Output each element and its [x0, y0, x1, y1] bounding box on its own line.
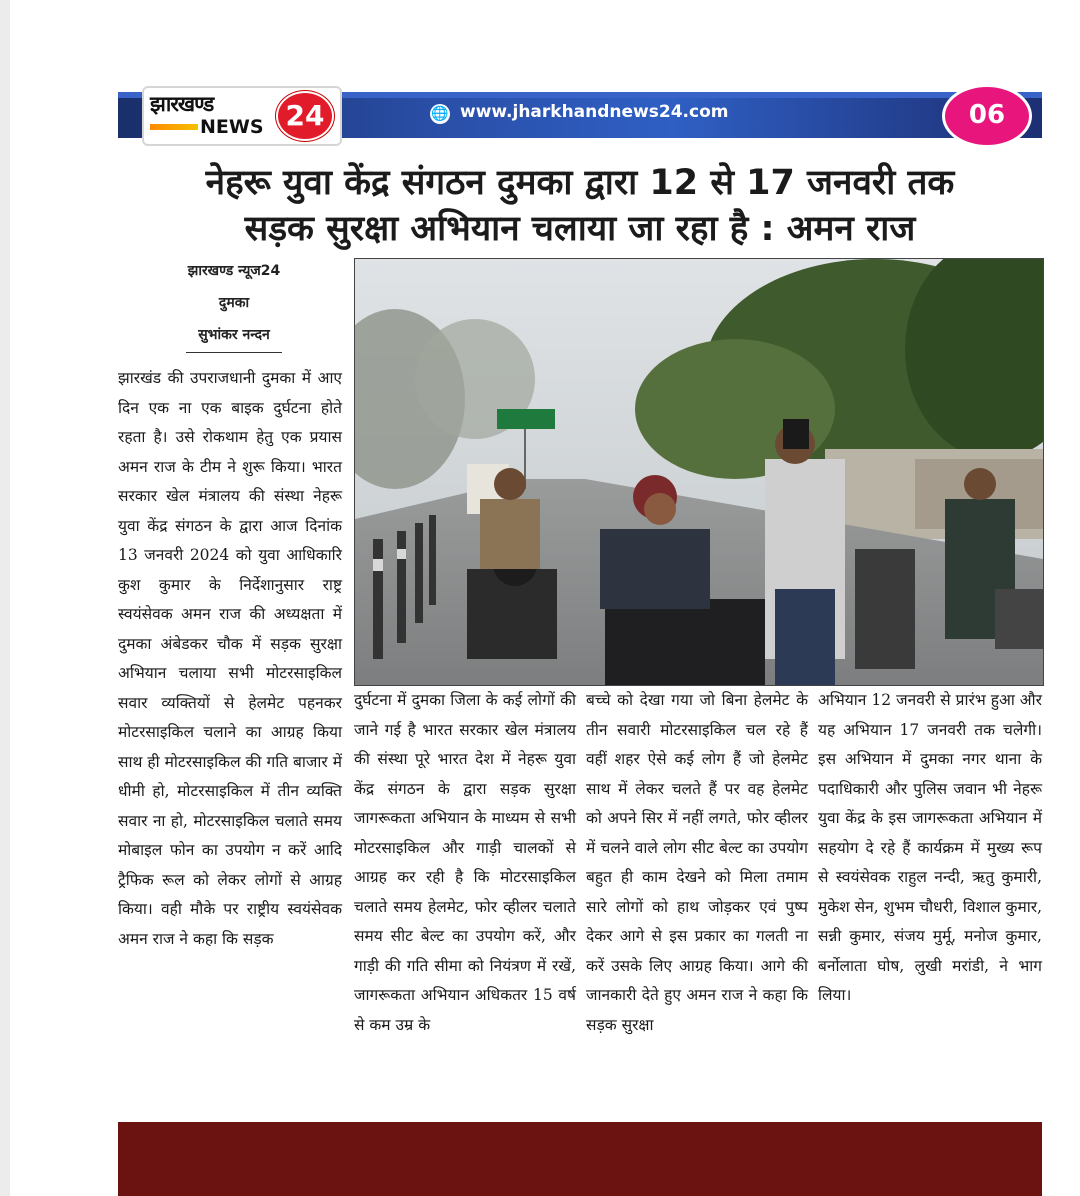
website-url[interactable]: www.jharkhandnews24.com — [460, 102, 729, 122]
headline-line-2: सड़क सुरक्षा अभियान चलाया जा रहा है : अमन राज — [244, 209, 916, 249]
headline-line-1: नेहरू युवा केंद्र संगठन दुमका द्वारा 12 से 17 जनवरी तक — [205, 163, 955, 203]
logo-news-text: NEWS — [200, 116, 264, 138]
article-column-2: दुर्घटना में दुमका जिला के कई लोगों की जाने गई है भारत सरकार खेल मंत्रालय की संस्था पूरे भारत देश में नेहरू युवा केंद्र संगठन के द्वारा सड़क सुरक्षा जागरूकता अभियान के माध्यम से सभी मोटरसाइकिल और गाड़ी चालकों से आग्रह कर रही है कि मोटरसाइकिल चलाते समय हेलमेट, फोर व्हीलर चलाते समय सीट बेल्ट का उपयोग करें, और गाड़ी की गति सीमा को नियंत्रण में रखें, जागरूकता अभियान अधिकतर 15 वर्ष से कम उम्र के — [354, 691, 576, 1034]
article-column-4: अभियान 12 जनवरी से प्रारंभ हुआ और यह अभियान 17 जनवरी तक चलेगी। इस अभियान में दुमका नगर थाना के पदाधिकारी और पुलिस जवान भी नेहरू युवा केंद्र के इस जागरूकता अभियान में सहयोग दे रहे हैं कार्यक्रम में मुख्य रूप से स्वयंसेवक राहुल नन्दी, ऋतु कुमारी, मुकेश सेन, शुभम चौधरी, विशाल कुमार, सन्नी कुमार, संजय मुर्मू, मनोज कुमार, बर्नोलाता घोष, लुखी मरांडी, ने भाग लिया। — [818, 691, 1042, 1004]
logo-24-badge: 24 — [276, 91, 334, 141]
byline — [118, 258, 350, 354]
byline-source: झारखण्ड न्यूज24 — [187, 263, 281, 279]
article-column-3: बच्चे को देखा गया जो बिना हेलमेट के तीन सवारी मोटरसाइकिल चल रहे हैं वहीं शहर ऐसे कई लोग हैं जो हेलमेट साथ में लेकर चलते हैं पर वह हेलमेट को अपने सिर में नहीं लगते, फोर व्हीलर में चलने वाले लोग सीट बेल्ट का उपयोग बहुत ही काम देखने को मिला तमाम सारे लोगों को हाथ जोड़कर एवं पुष्प देकर आगे से इस प्रकार का गलती ना करें उसके लिए आग्रह किया। आगे की जानकारी देते हुए अमन राज ने कहा कि सड़क सुरक्षा — [586, 691, 808, 1034]
globe-icon: 🌐 — [431, 106, 449, 122]
byline-author: सुभांकर नन्दन — [186, 322, 282, 353]
jharkhand-news24-logo — [142, 86, 342, 146]
byline-place: दुमका — [218, 295, 250, 311]
page-number: 06 — [942, 84, 1032, 148]
news-photo — [354, 258, 1044, 686]
headline — [118, 160, 1042, 252]
next-article-band — [118, 1122, 1042, 1196]
logo-hindi-text: झारखण्ड — [150, 92, 214, 116]
article-column-1: झारखंड की उपराजधानी दुमका में आए दिन एक ना एक बाइक दुर्घटना होते रहता है। उसे रोकथाम हेतु एक प्रयास अमन राज के टीम ने शुरू किया। भारत सरकार खेल मंत्रालय की संस्था नेहरू युवा केंद्र संगठन के द्वारा आज दिनांक 13 जनवरी 2024 को युवा आधिकारि कुश कुमार के निर्देशानुसार राष्ट्र स्वयंसेवक अमन राज की अध्यक्षता में दुमका अंबेडकर चौक में सड़क सुरक्षा अभियान चलाया सभी मोटरसाइकिल सवार व्यक्तियों से हेलमेट पहनकर मोटरसाइकिल चलाने का आग्रह किया साथ ही मोटरसाइकिल की गति बाजार में धीमी हो, मोटरसाइकिल में तीन व्यक्ति सवार ना हो, मोटरसाइकिल चलाते समय मोबाइल फोन का उपयोग न करें आदि ट्रैफिक रूल को लेकर लोगों से आग्रह किया। वही मौके पर राष्ट्रीय स्वयंसेवक अमन राज ने कहा कि सड़क — [118, 369, 342, 948]
road-safety-scene-illustration — [355, 259, 1043, 685]
